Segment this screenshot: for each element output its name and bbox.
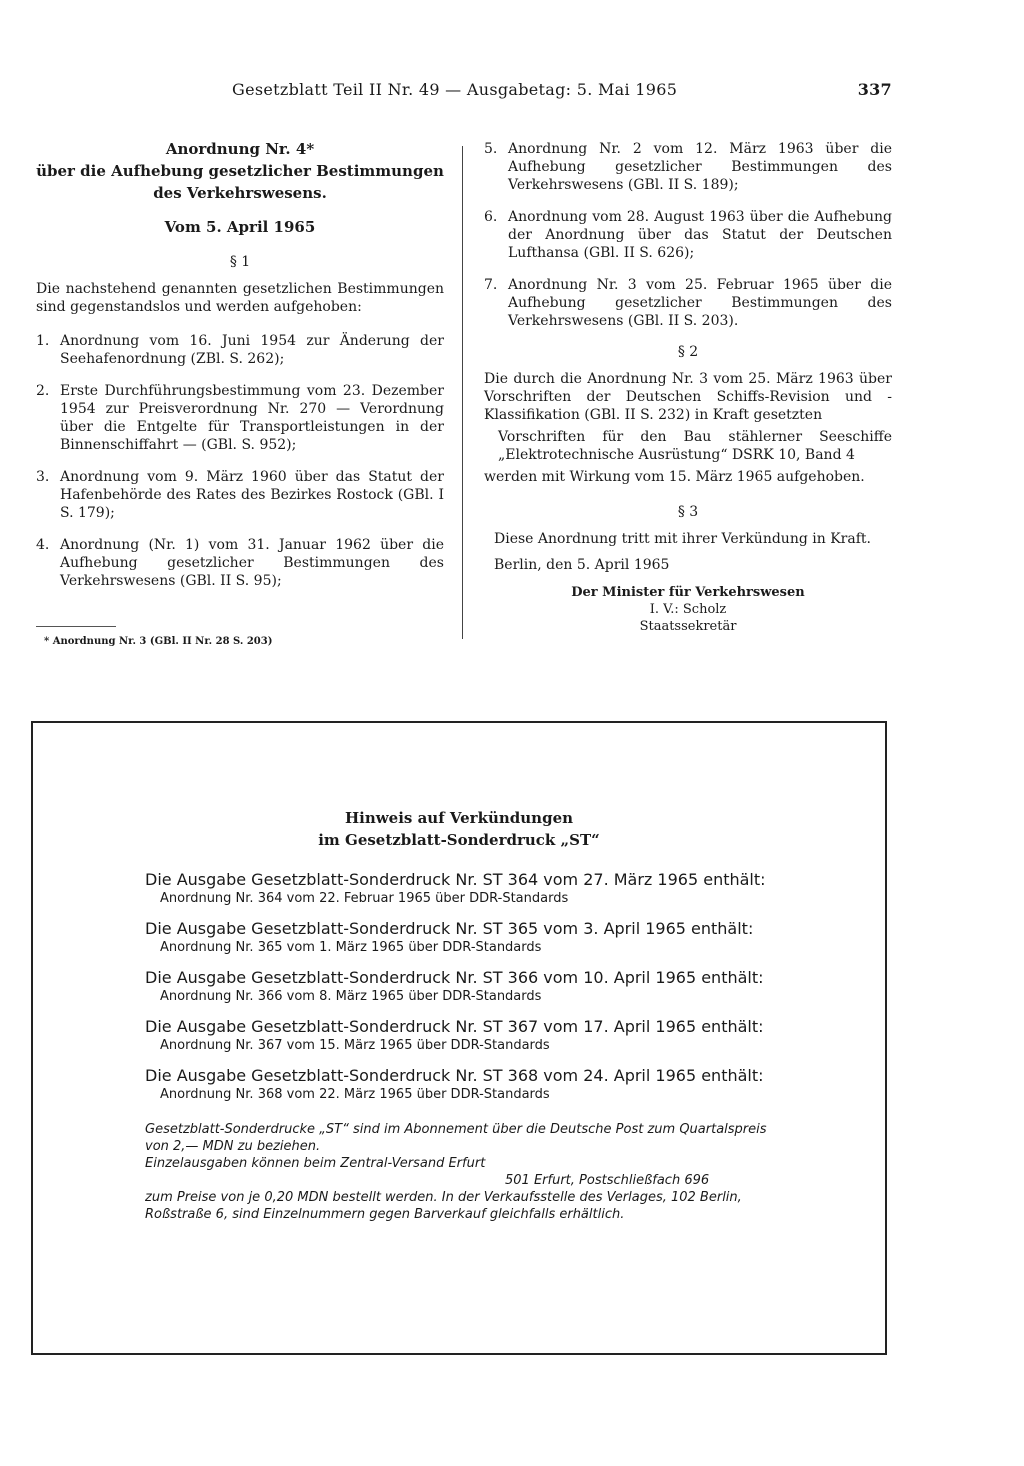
section-2-text-2: Vorschriften für den Bau stählerner Seeschiffe „Elektrotechnische Ausrüstung“ DSRK 10, Band 4: [498, 429, 892, 463]
repealed-list-right: [484, 140, 892, 330]
list-item: Die Ausgabe Gesetzblatt-Sonderdruck Nr. ST 367 vom 17. April 1965 enthält: Anordnung Nr. 367 vom 15. März 1965 über DDR-Standards: [145, 1017, 764, 1053]
info-line-4: zum Preise von je 0,20 MDN bestellt werden. In der Verkaufsstelle des Verlages, 102 Berlin, Roßstraße 6, sind Einzelnummern gegen Barverkauf gleichfalls erhältlich.: [145, 1190, 742, 1222]
list-item: 6. Anordnung vom 28. August 1963 über die Aufhebung der Anordnung über das Statut der Deutschen Lufthansa (GBl. II S. 626);: [484, 209, 892, 261]
section-3-mark: § 3: [677, 504, 699, 520]
section-2-text-3: werden mit Wirkung vom 15. März 1965 aufgehoben.: [484, 469, 865, 485]
notice-box: [31, 721, 887, 1355]
signature-block: [484, 584, 892, 635]
list-item: 1. Anordnung vom 16. Juni 1954 zur Änderung der Seehafenordnung (ZBl. S. 262);: [36, 333, 444, 367]
minister-title: Der Minister für Verkehrswesen: [571, 585, 805, 600]
signer-role: Staatssekretär: [639, 619, 737, 634]
notice-title-line-1: Hinweis auf Verkündungen: [344, 809, 574, 827]
page-number: 337: [857, 80, 892, 99]
column-divider: [462, 146, 463, 639]
title-line-3: des Verkehrswesens.: [153, 184, 327, 202]
subscription-info: [145, 1121, 785, 1223]
list-item: 5. Anordnung Nr. 2 vom 12. März 1963 über die Aufhebung gesetzlicher Bestimmungen des Verkehrswesens (GBl. II S. 189);: [484, 141, 892, 193]
footnote: * Anordnung Nr. 3 (GBl. II Nr. 28 S. 203): [44, 636, 273, 647]
header-text: Gesetzblatt Teil II Nr. 49 — Ausgabetag: 5. Mai 1965: [232, 80, 678, 99]
section-1-mark: § 1: [229, 254, 251, 270]
list-item: 3. Anordnung vom 9. März 1960 über das Statut der Hafenbehörde des Rates des Bezirkes Rostock (GBl. I S. 179);: [36, 469, 444, 521]
notice-title: [33, 807, 885, 851]
notice-title-line-2: im Gesetzblatt-Sonderdruck „ST“: [318, 831, 600, 849]
title-line-1: Anordnung Nr. 4*: [165, 140, 315, 158]
signer-name: I. V.: Scholz: [649, 602, 727, 617]
list-item: Die Ausgabe Gesetzblatt-Sonderdruck Nr. ST 364 vom 27. März 1965 enthält: Anordnung Nr. 364 vom 22. Februar 1965 über DDR-Standards: [145, 870, 766, 906]
repealed-list-left: [36, 332, 444, 590]
section-2-mark: § 2: [677, 344, 699, 360]
info-address: 501 Erfurt, Postschließfach 696: [505, 1173, 710, 1188]
list-item: Die Ausgabe Gesetzblatt-Sonderdruck Nr. ST 366 vom 10. April 1965 enthält: Anordnung Nr. 366 vom 8. März 1965 über DDR-Standards: [145, 968, 764, 1004]
notice-entries: [145, 869, 785, 1103]
page-header: [232, 80, 892, 104]
place-date: Berlin, den 5. April 1965: [494, 557, 670, 573]
ordinance-title: [36, 138, 444, 204]
title-line-2: über die Aufhebung gesetzlicher Bestimmungen: [36, 162, 444, 180]
left-column: [36, 138, 444, 604]
info-line-1: Gesetzblatt-Sonderdrucke „ST“ sind im Abonnement über die Deutsche Post zum Quartalspreis von 2,— MDN zu beziehen.: [145, 1122, 767, 1154]
section-2-text-1: Die durch die Anordnung Nr. 3 vom 25. März 1963 über Vorschriften der Deutschen Schiffs-Revision und -Klassifikation (GBl. II S. 232) in Kraft gesetzten: [484, 371, 892, 423]
ordinance-date: Vom 5. April 1965: [164, 218, 316, 236]
section-3-text: Diese Anordnung tritt mit ihrer Verkündung in Kraft.: [494, 531, 871, 547]
list-item: Die Ausgabe Gesetzblatt-Sonderdruck Nr. ST 368 vom 24. April 1965 enthält: Anordnung Nr. 368 vom 22. März 1965 über DDR-Standards: [145, 1066, 764, 1102]
footnote-rule: [36, 626, 116, 627]
list-item: Die Ausgabe Gesetzblatt-Sonderdruck Nr. ST 365 vom 3. April 1965 enthält: Anordnung Nr. 365 vom 1. März 1965 über DDR-Standards: [145, 919, 754, 955]
right-column: [484, 140, 892, 635]
section-1-intro: Die nachstehend genannten gesetzlichen Bestimmungen sind gegenstandslos und werden aufgehoben:: [36, 281, 444, 315]
info-line-2: Einzelausgaben können beim Zentral-Versand Erfurt: [145, 1156, 486, 1171]
list-item: 2. Erste Durchführungsbestimmung vom 23. Dezember 1954 zur Preisverordnung Nr. 270 — Verordnung über die Entgelte für Transportleistungen in der Binnenschiffahrt — (GBl. S. 952);: [36, 383, 444, 453]
list-item: 4. Anordnung (Nr. 1) vom 31. Januar 1962 über die Aufhebung gesetzlicher Bestimmungen des Verkehrswesens (GBl. II S. 95);: [36, 537, 444, 589]
list-item: 7. Anordnung Nr. 3 vom 25. Februar 1965 über die Aufhebung gesetzlicher Bestimmungen des Verkehrswesens (GBl. II S. 203).: [484, 277, 892, 329]
